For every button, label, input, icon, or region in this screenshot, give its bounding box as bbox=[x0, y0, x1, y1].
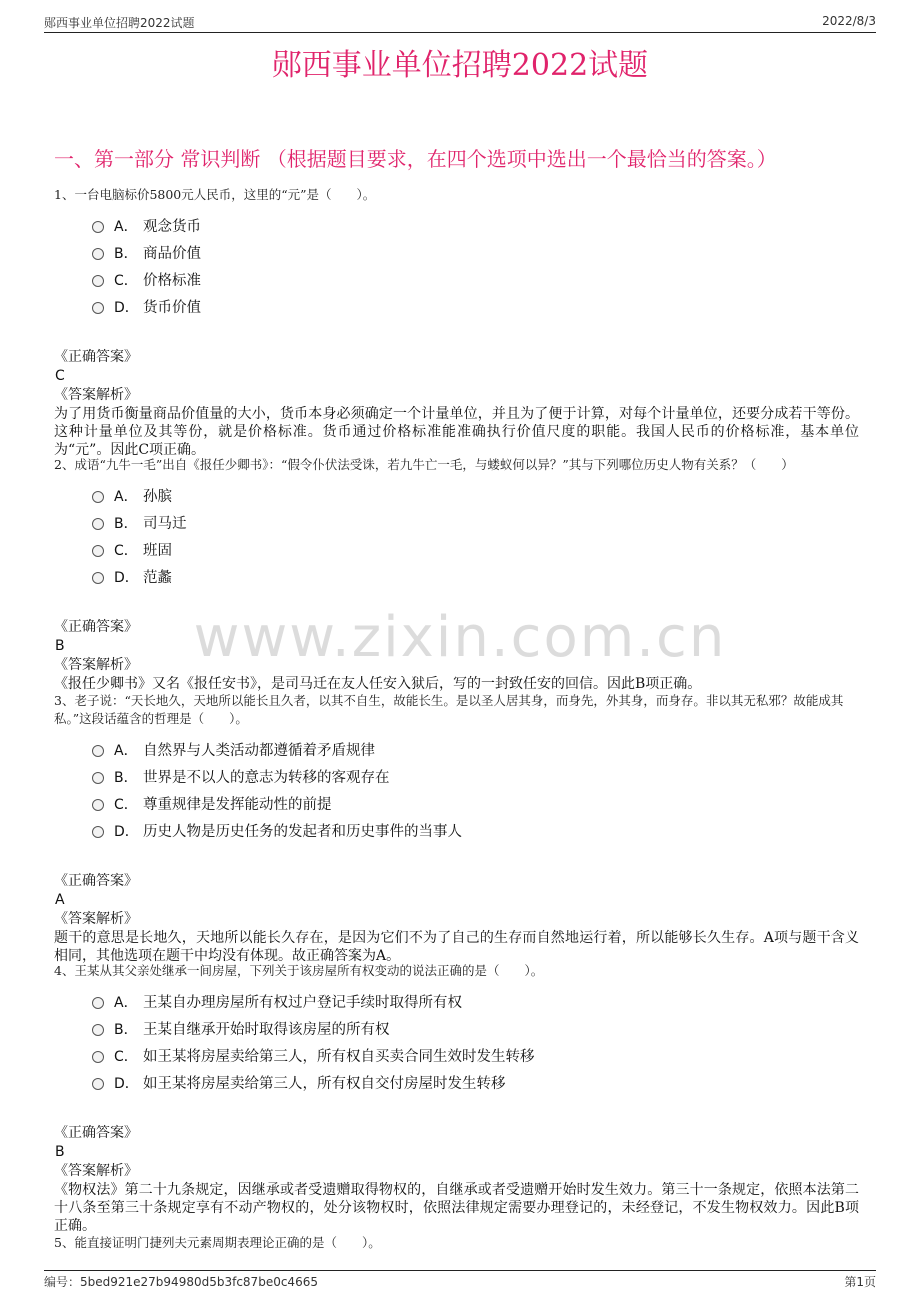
document-title: 郧西事业单位招聘2022试题 bbox=[271, 48, 649, 83]
question-block bbox=[54, 962, 859, 1235]
answer-label: 《正确答案》 bbox=[54, 1125, 138, 1141]
radio-icon[interactable] bbox=[92, 1024, 104, 1036]
watermark: www.zixin.com.cn bbox=[193, 605, 727, 670]
answer-value: A bbox=[55, 892, 65, 908]
explanation-text: 题干的意思是长地久，天地所以能长久存在，是因为它们不为了自己的生存而自然地运行着，所以能够长久生存。A项与题干含义相同，其他选项在题干中均没有体现。故正确答案为A。 bbox=[54, 930, 859, 964]
question-block bbox=[54, 1234, 859, 1260]
page-number: 第1页 bbox=[844, 1275, 876, 1289]
question-text: 3、老子说：“天长地久，天地所以能长且久者，以其不自生，故能长生。是以圣人居其身，而身先，外其身，而身存。非以其无私邪？故能成其私。”这段话蕴含的哲理是（ ）。 bbox=[54, 693, 844, 726]
option-c[interactable]: C． 如王某将房屋卖给第三人，所有权自买卖合同生效时发生转移 bbox=[92, 1042, 859, 1069]
question-text: 5、能直接证明门捷列夫元素周期表理论正确的是（ ）。 bbox=[54, 1235, 381, 1250]
question-text: 2、成语“九牛一毛”出自《报任少卿书》：“假令仆伏法受诛，若九牛亡一毛，与蝼蚁何以异？”其与下列哪位历史人物有关系？（ ） bbox=[54, 457, 794, 472]
question-block bbox=[54, 186, 859, 459]
radio-icon[interactable] bbox=[92, 799, 104, 811]
answer-label: 《正确答案》 bbox=[54, 619, 138, 635]
header-title: 郧西事业单位招聘2022试题 bbox=[44, 16, 195, 30]
radio-icon[interactable] bbox=[92, 997, 104, 1009]
explanation-text: 《报任少卿书》又名《报任安书》，是司马迁在友人任安入狱后，写的一封致任安的回信。因此B项正确。 bbox=[54, 676, 702, 692]
answer-label: 《正确答案》 bbox=[54, 873, 138, 889]
option-a[interactable]: A． 自然界与人类活动都遵循着矛盾规律 bbox=[92, 736, 859, 763]
question-text: 4、王某从其父亲处继承一间房屋，下列关于该房屋所有权变动的说法正确的是（ ）。 bbox=[54, 963, 544, 978]
explanation-label: 《答案解析》 bbox=[54, 657, 138, 673]
explanation-text: 为了用货币衡量商品价值量的大小，货币本身必须确定一个计量单位，并且为了便于计算，对每个计量单位，还要分成若干等份。这种计量单位及其等份，就是价格标准。货币通过价格标准能准确执行价值尺度的职能。我国人民币的价格标准，基本单位为“元”。因此C项正确。 bbox=[54, 406, 859, 458]
option-b[interactable]: B． 世界是不以人的意志为转移的客观存在 bbox=[92, 763, 859, 790]
document-code: 编号：5bed921e27b94980d5b3fc87be0c4665 bbox=[44, 1275, 318, 1289]
option-c[interactable]: C． 尊重规律是发挥能动性的前提 bbox=[92, 790, 859, 817]
option-a[interactable]: A． 王某自办理房屋所有权过户登记手续时取得所有权 bbox=[92, 988, 859, 1015]
radio-icon[interactable] bbox=[92, 491, 104, 503]
option-c[interactable]: C． 价格标准 bbox=[92, 266, 859, 293]
radio-icon[interactable] bbox=[92, 302, 104, 314]
option-d[interactable]: D． 货币价值 bbox=[92, 293, 859, 320]
explanation-text: 《物权法》第二十九条规定，因继承或者受遗赠取得物权的，自继承或者受遗赠开始时发生效力。第三十一条规定，依照本法第二十八条至第三十条规定享有不动产物权的，处分该物权时，依照法律规定需要办理登记的，未经登记，不发生物权效力。因此B项正确。 bbox=[54, 1182, 859, 1234]
option-a[interactable]: A． 孙膑 bbox=[92, 482, 859, 509]
option-b[interactable]: B． 商品价值 bbox=[92, 239, 859, 266]
option-d[interactable]: D． 如王某将房屋卖给第三人，所有权自交付房屋时发生转移 bbox=[92, 1069, 859, 1096]
answer-value: B bbox=[55, 1144, 65, 1160]
radio-icon[interactable] bbox=[92, 275, 104, 287]
header-date: 2022/8/3 bbox=[822, 14, 876, 28]
option-d[interactable]: D． 范蠡 bbox=[92, 563, 859, 590]
page-footer bbox=[44, 1270, 876, 1289]
answer-value: C bbox=[55, 368, 65, 384]
section-heading: 一、第一部分 常识判断 （根据题目要求，在四个选项中选出一个最恰当的答案。） bbox=[54, 147, 777, 171]
option-b[interactable]: B． 司马迁 bbox=[92, 509, 859, 536]
page-header bbox=[44, 12, 876, 33]
option-b[interactable]: B． 王某自继承开始时取得该房屋的所有权 bbox=[92, 1015, 859, 1042]
option-c[interactable]: C． 班固 bbox=[92, 536, 859, 563]
radio-icon[interactable] bbox=[92, 1051, 104, 1063]
question-block bbox=[54, 456, 859, 693]
radio-icon[interactable] bbox=[92, 221, 104, 233]
radio-icon[interactable] bbox=[92, 1078, 104, 1090]
radio-icon[interactable] bbox=[92, 745, 104, 757]
explanation-label: 《答案解析》 bbox=[54, 387, 138, 403]
option-d[interactable]: D． 历史人物是历史任务的发起者和历史事件的当事人 bbox=[92, 817, 859, 844]
explanation-label: 《答案解析》 bbox=[54, 1163, 138, 1179]
radio-icon[interactable] bbox=[92, 545, 104, 557]
question-block bbox=[54, 692, 859, 965]
radio-icon[interactable] bbox=[92, 572, 104, 584]
radio-icon[interactable] bbox=[92, 772, 104, 784]
question-text: 1、一台电脑标价5800元人民币，这里的“元”是（ ）。 bbox=[54, 187, 376, 202]
answer-value: B bbox=[55, 638, 65, 654]
radio-icon[interactable] bbox=[92, 826, 104, 838]
radio-icon[interactable] bbox=[92, 248, 104, 260]
explanation-label: 《答案解析》 bbox=[54, 911, 138, 927]
answer-label: 《正确答案》 bbox=[54, 349, 138, 365]
radio-icon[interactable] bbox=[92, 518, 104, 530]
option-a[interactable]: A． 观念货币 bbox=[92, 212, 859, 239]
